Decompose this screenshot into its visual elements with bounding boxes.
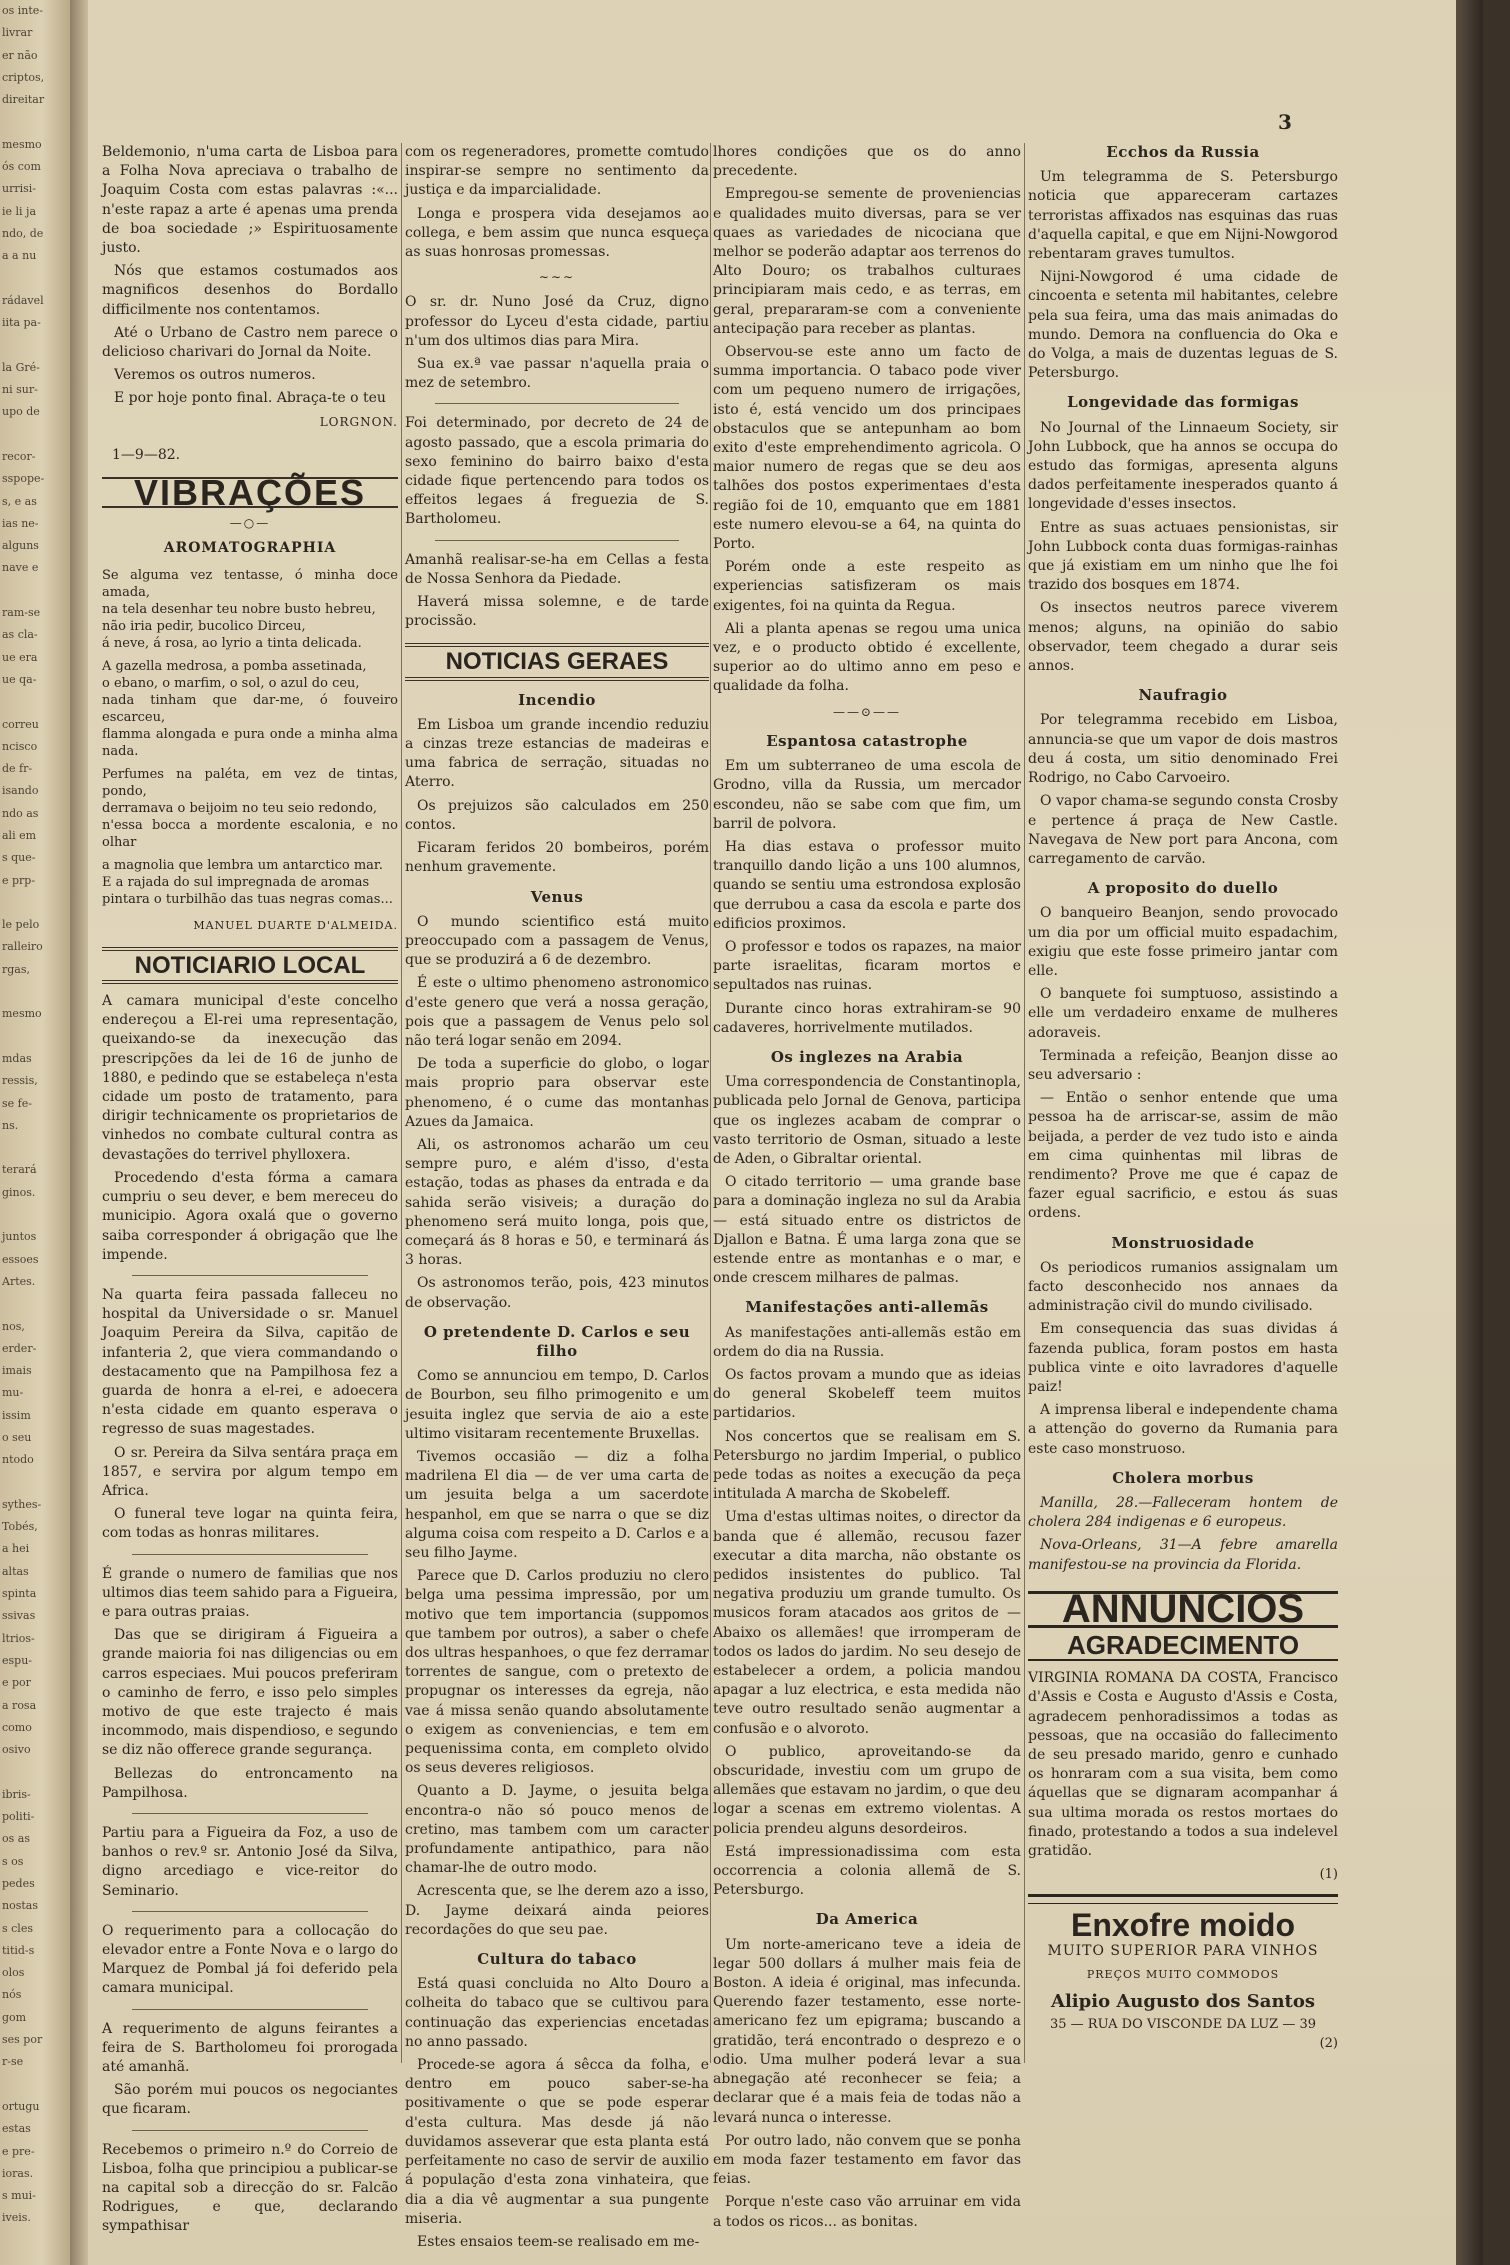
paragraph: O banquete foi sumptuoso, assistindo a elle um verdadeiro enxame de mulheres adoraveis. <box>1028 986 1338 1041</box>
paragraph: Uma correspondencia de Constantinopla, publicada pelo Jornal de Genova, participa que os inglezes acabam de comprar o vasto territorio de Osman, situado a leste de Aden, o Gibraltar oriental. <box>713 1074 1021 1167</box>
spine-text: correu <box>2 717 39 731</box>
spine-text: nós <box>2 1988 22 2002</box>
divider <box>435 403 679 404</box>
paragraph: Nós que estamos costumados aos magnificos desenhos do Bordallo difficilmente nos contentamos. <box>102 263 398 318</box>
paragraph: Os astronomos terão, pois, 423 minutos de observação. <box>405 1275 709 1311</box>
spine-text: ni sur- <box>2 383 38 397</box>
spine-text: nos, <box>2 1319 25 1333</box>
paragraph: Nos concertos que se realisam em S. Petersburgo no jardim Imperial, o publico pede todas as noites a execução da peça intitulada A marcha de Skobeleff. <box>713 1428 1021 1503</box>
paragraph: Nijni-Nowgorod é uma cidade de cincoenta e setenta mil habitantes, celebre pela sua feira, uma das mais animadas do mundo. Demora na confluencia do Oka e do Volga, a mais de duzentas leguas de S. Petersburgo. <box>1028 269 1338 382</box>
paragraph: Sua ex.ª vae passar n'aquella praia o mez de setembro. <box>405 356 709 392</box>
paragraph: Acrescenta que, se lhe derem azo a isso, D. Jayme deixará ainda peiores recordações do que seu pae. <box>405 1883 709 1938</box>
spine-text: ias ne- <box>2 516 39 530</box>
spine-text: nave e <box>2 561 39 575</box>
spine-text: r-se <box>2 2055 24 2069</box>
paragraph: O requerimento para a collocação do elevador entre a Fonte Nova e o largo do Marquez de Pombal já foi deferido pela camara municipal. <box>102 1922 398 1997</box>
paragraph: Observou-se este anno um facto de summa importancia. O tabaco pode viver com um pequeno numero de irrigações, isto é, está vencido um dos principaes obstaculos que se antepunham ao bom exito d'este emprehendimento agricola. O maior numero de regas que se deu aos talhões dos postos experimentaes d'esta região foi de 10, emquanto que em 1881 este numero elevou-se a 64, na quinta do Porto. <box>713 344 1021 553</box>
paragraph: Parece que D. Carlos produziu no clero belga uma pessima impressão, por um motivo que tem importancia (suppomos que tambem por outros), a saber o chefe dos ultras hespanhoes, o que fez derramar torrentes de sangue, com o pretexto de propugnar os interesses da egreja, não vae á missa senão quando absolutamente o exigem as conveniencias, e tem em pequenissima conta, em completo olvido os seus deveres religiosos. <box>405 1568 709 1777</box>
paragraph: Ali, os astronomos acharão um ceu sempre puro, e além d'isso, d'esta estação, todas as phases da entrada e da sahida serão visiveis; a duração do phenomeno será muito longa, pois que, começará ás 8 horas e 50, e terminará ás 3 horas. <box>405 1136 709 1269</box>
poem-line: derramava o beijoim no teu seio redondo, <box>102 800 378 816</box>
spine-text: criptos, <box>2 70 45 84</box>
paragraph: Nova-Orleans, 31—A febre amarella manifestou-se na provincia da Florida. <box>1028 1537 1338 1573</box>
column-divider <box>710 143 711 2063</box>
spine-text <box>0 1472 70 1494</box>
ad-merchant-name: Alipio Augusto dos Santos <box>1051 1991 1315 2013</box>
spine-text: altas <box>2 1564 29 1578</box>
ad-address: 35 — RUA DO VISCONDE DA LUZ — 39 <box>1050 2017 1316 2033</box>
article-title: Os inglezes na Arabia <box>770 1047 964 1066</box>
spine-text <box>0 2074 70 2096</box>
divider <box>435 540 679 541</box>
section-title-noticiario-local: NOTICIARIO LOCAL <box>102 947 398 984</box>
adjacent-page-fragment <box>0 0 70 2265</box>
ad-title-agradecimento: AGRADECIMENTO <box>1028 1636 1338 1661</box>
paragraph: Os prejuizos são calculados em 250 contos. <box>405 797 709 833</box>
spine-text: os inte- <box>2 4 44 17</box>
paragraph: Um norte-americano teve a ideia de legar 500 dollars á mulher mais feia de Boston. A ideia é original, mas infecunda. Querendo fazer testamento, esse norte-americano fez um epigrama; buscando a gratidão, terá encontrado o desprezo e o odio. Uma mulher poderá levar a sua abnegação até reconhecer se feia; a declarar que é a mais feia de todas não a levará nunca o interesse. <box>713 1936 1021 2126</box>
spine-text <box>0 981 70 1003</box>
spine-text: ns. <box>2 1118 19 1132</box>
ad-separator <box>1028 1894 1338 1904</box>
spine-text: as cla- <box>2 628 38 642</box>
paragraph: Os periodicos rumanios assignalam um facto desconhecido nos annaes da administração civil do mundo civilisado. <box>1028 1259 1338 1315</box>
paragraph: Em Lisboa um grande incendio reduziu a cinzas treze estancias de madeiras e uma fabrica de serração, situadas no Aterro. <box>405 716 709 791</box>
spine-text: mesmo <box>2 1007 42 1021</box>
spine-text: mesmo <box>2 137 42 151</box>
paragraph: São porém mui poucos os negociantes que ficaram. <box>102 2082 398 2118</box>
article-title: Monstruosidade <box>1111 1233 1255 1252</box>
page-gutter <box>70 0 88 2265</box>
spine-text: ntodo <box>2 1453 34 1467</box>
spine-text: os as <box>2 1832 30 1846</box>
paragraph: O sr. dr. Nuno José da Cruz, digno professor do Lyceu d'esta cidade, partiu n'um dos ultimos dias para Mira. <box>405 294 709 349</box>
column-4 <box>1028 143 1338 2054</box>
paragraph: As manifestações anti-allemãs estão em ordem do dia na Russia. <box>713 1324 1021 1360</box>
paragraph: É grande o numero de familias que nos ultimos dias teem sahido para a Figueira, e para outras praias. <box>102 1565 398 1620</box>
spine-text: e prp- <box>2 873 36 887</box>
poem-line: na tela desenhar teu nobre busto hebreu, <box>102 601 376 617</box>
paragraph: O banqueiro Beanjon, sendo provocado um dia por um official muito espadachim, exigiu que este fosse primeiro jantar com elle. <box>1028 905 1338 979</box>
spine-text: ndo, de <box>2 226 44 240</box>
paragraph: Por telegramma recebido em Lisboa, annuncia-se que um vapor de dois mastros deu á costa, um sitio denominado Frei Rodrigo, no Cabo Carvoeiro. <box>1028 712 1338 787</box>
poem-author: MANUEL DUARTE D'ALMEIDA. <box>193 918 398 932</box>
paragraph: Ali a planta apenas se regou uma unica vez, e o producto obtido é excellente, superior ao do ultimo anno em peso e qualidade da folha. <box>713 620 1021 695</box>
poem-line: a magnolia que lembra um antarctico mar. <box>102 857 383 873</box>
spine-text: s, e as <box>2 494 37 508</box>
paragraph: Na quarta feira passada falleceu no hospital da Universidade o sr. Manuel Joaquim Pereira da Silva, capitão de infanteria 2, que viera commandando o destacamento que na Pampilhosa fez a guarda de honra a el-rei, e adoecera n'esta cidade em quanto esperava o regresso de suas magestades. <box>102 1286 398 1438</box>
paragraph: No Journal of the Linnaeum Society, sir John Lubbock, que ha annos se occupa do estudo das formigas, apresenta alguns dados perfeitamente inesperados quanto á longevidade d'esses insectos. <box>1028 419 1338 513</box>
paragraph: Ha dias estava o professor muito tranquillo dando lição a uns 100 alumnos, quando se sentiu uma estrondosa explosão que derrubou a casa da escola e parte dos edificios proximos. <box>713 838 1021 932</box>
spine-text: s cles <box>2 1921 33 1935</box>
spine-text: s que- <box>2 851 36 865</box>
paragraph: Os insectos neutros parece viverem menos; alguns, na opinião do sabio observador, teem chegado a durar seis annos. <box>1028 600 1338 675</box>
article-title: Naufragio <box>1138 686 1228 705</box>
spine-text: ue qa- <box>2 672 37 686</box>
page-number: 3 <box>1278 110 1292 134</box>
spine-text: direitar <box>2 93 45 107</box>
article-title: Longevidade das formigas <box>1067 393 1299 412</box>
paragraph: Tivemos occasião — diz a folha madrilena El dia — de ver uma carta de um jesuita belga a um sacerdote hespanhol, em que se narra o que se diz alguma coisa com respeito a D. Carlos e a seu filho Jayme. <box>405 1448 709 1561</box>
spine-text <box>0 1204 70 1226</box>
poem-line: A gazella medrosa, a pomba assetinada, <box>102 658 367 674</box>
ad-subtitle: MUITO SUPERIOR PARA VINHOS <box>1047 1942 1319 1959</box>
spine-text: gom <box>2 2010 27 2024</box>
spine-text: ioras. <box>2 2166 34 2180</box>
poem-line: n'essa bocca a mordente escalonia, e no olhar <box>102 817 398 850</box>
spine-text: upo de <box>2 405 40 419</box>
paragraph: Bellezas do entroncamento na Pampilhosa. <box>102 1765 398 1801</box>
spine-text: estas <box>2 2122 31 2136</box>
article-title: Venus <box>530 887 584 906</box>
paragraph: com os regeneradores, promette comtudo inspirar-se sempre no sentimento da justiça e da imparcialidade. <box>405 144 709 199</box>
paragraph: Estes ensaios teem-se realisado em me- <box>417 2233 700 2250</box>
spine-text <box>0 268 70 290</box>
paragraph: O mundo scientifico está muito preoccupado com a passagem de Venus, que se produzirá a 6 de dezembro. <box>405 913 709 969</box>
paragraph: O vapor chama-se segundo consta Crosby e pertence á praça de New Castle. Navegava de New port para Ancona, com carregamento de carvão. <box>1028 793 1338 867</box>
paragraph: Foi determinado, por decreto de 24 de agosto passado, que a escola primaria do sexo feminino do bairro baixo d'esta cidade fique pertencendo para todos os effeitos legaes á freguezia de S. Bartholomeu. <box>405 415 709 528</box>
spine-text: ram-se <box>2 606 41 620</box>
paragraph: Partiu para a Figueira da Foz, a uso de banhos o rev.º sr. Antonio José da Silva, digno arcediago e vice-reitor do Seminario. <box>102 1824 398 1899</box>
paragraph: Uma d'estas ultimas noites, o director da banda que é allemão, recusou fazer executar a dita marcha, não obstante os pedidos insistentes do publico. Tal negativa produziu um grande tumulto. Os musicos foram atacados aos gritos de — Abaixo os allemães! que irromperam de todos os lados do jardim. No seu desejo de estabelecer a ordem, a policia mandou apagar a luz electrica, e esta medida não teve outro resultado senão augmentar a confusão e o alvoroto. <box>713 1509 1021 1737</box>
divider <box>132 1554 368 1555</box>
paragraph: Empregou-se semente de proveniencias e qualidades muito diversas, para se ver quaes as variedades de nicociana que melhor se poderão adaptar aos terrenos do Alto Douro; os trabalhos culturaes principiaram mais cedo, e as terras, em geral, prepararam-se com a conveniente antecipação para receber as plantas. <box>713 186 1021 337</box>
article-title: Espantosa catastrophe <box>766 731 968 750</box>
article-title: Manifestações anti-allemãs <box>745 1298 989 1317</box>
paragraph: Ficaram feridos 20 bombeiros, porém nenhum gravemente. <box>405 840 709 876</box>
paragraph: Em consequencia das suas dividas á fazenda publica, foram postos em hasta publica vinte e oito lavradores d'aquelle paiz! <box>1028 1321 1338 1395</box>
spine-text: le pelo <box>2 918 40 932</box>
paragraph: O citado territorio — uma grande base para a dominação ingleza no sul da Arabia — está situado entre os districtos de Djallon e Batna. É uma larga zona que se estende entre as montanhas e o mar, e onde crescem milhares de palmas. <box>713 1174 1021 1287</box>
spine-text: ralleiro <box>2 940 43 954</box>
divider <box>132 1275 368 1276</box>
spine-text: erder- <box>2 1341 37 1355</box>
spine-text: iveis. <box>2 2211 31 2225</box>
poem-line: Perfumes na paléta, em vez de tintas, pondo, <box>102 766 398 799</box>
ornament: ∼∼∼ <box>538 270 576 285</box>
spine-text: o seu <box>2 1431 32 1444</box>
spine-text <box>0 334 70 356</box>
spine-text: alguns <box>2 539 39 553</box>
paragraph: O sr. Pereira da Silva sentára praça em 1857, e servira por algum tempo em Africa. <box>102 1444 398 1499</box>
paragraph: Um telegramma de S. Petersburgo noticia que appareceram cartazes terroristas affixados nas esquinas das ruas d'aquella capital, e que em Nijni-Nowgorod rebentaram graves tumultos. <box>1028 169 1338 263</box>
ad-reference: (1) <box>1319 1867 1338 1883</box>
paragraph: Amanhã realisar-se-ha em Cellas a festa de Nossa Senhora da Piedade. <box>405 551 709 587</box>
article-title: Incendio <box>518 690 596 709</box>
spine-text: rgas, <box>2 962 30 976</box>
paragraph: Procedendo d'esta fórma a camara cumpriu o seu dever, e bem mereceu do municipio. Agora oxalá que o governo saiba corresponder á obrigação que lhe impende. <box>102 1169 398 1263</box>
column-1 <box>102 143 398 2241</box>
spine-text: ibris- <box>2 1787 31 1801</box>
spine-text: ue era <box>2 650 38 664</box>
paragraph: Está quasi concluida no Alto Douro a colheita do tabaco que se cultivou para continuação das experiencias encetadas no anno passado. <box>405 1976 709 2050</box>
poem <box>102 567 398 908</box>
paragraph: A imprensa liberal e independente chama a attenção do governo da Rumania para este caso monstruoso. <box>1028 1402 1338 1457</box>
spine-text: mdas <box>2 1051 32 1065</box>
paragraph: De toda a superficie do globo, o logar mais proprio para observar este phenomeno, é o cume das montanhas Azues da Jamaica. <box>405 1056 709 1130</box>
paragraph: Entre as suas actuaes pensionistas, sir John Lubbock conta duas formigas-rainhas que já existiam em um ninho que lhe foi trazido dos bosques em 1874. <box>1028 519 1338 594</box>
spine-text: juntos <box>2 1230 37 1244</box>
paragraph: Beldemonio, n'uma carta de Lisboa para a Folha Nova apreciava o trabalho de Joaquim Costa com estas palavras :«... n'este rapaz a arte é apenas uma prenda de boa sociedade ;» Espirituosamente justo. <box>102 144 398 257</box>
spine-text: Tobés, <box>2 1520 38 1534</box>
divider <box>132 2009 368 2010</box>
spine-text <box>0 1026 70 1048</box>
paragraph: Os factos provam a mundo que as ideias do general Skobeleff teem muitos partidarios. <box>713 1366 1021 1422</box>
spine-text: titid-s <box>2 1943 35 1957</box>
paragraph: O publico, aproveitando-se da obscuridade, investiu com um grupo de allemães que estavam no jardim, o que deu logar a scenas em extremo violentas. A policia prendeu alguns desordeiros. <box>713 1743 1022 1837</box>
spine-text: ncisco <box>2 739 38 753</box>
spine-text: ndo as <box>2 806 39 820</box>
paragraph: A requerimento de alguns feirantes a feira de S. Bartholomeu foi prorogada até amanhã. <box>102 2020 398 2076</box>
spine-text: sspope- <box>2 472 45 486</box>
ad-title-enxofre: Enxofre moido <box>1070 1907 1295 1944</box>
newspaper-page <box>88 0 1483 2265</box>
spine-text: issim <box>2 1408 31 1422</box>
poem-line: á neve, á rosa, ao lyrio a tinta delicada. <box>102 635 362 651</box>
spine-text: ltrios- <box>2 1631 35 1645</box>
poem-line: Se alguma vez tentasse, ó minha doce amada, <box>102 567 398 600</box>
paragraph: Veremos os outros numeros. <box>114 367 316 384</box>
spine-text: osivo <box>2 1743 31 1757</box>
spine-text: ginos. <box>2 1185 36 1199</box>
section-title-noticias-geraes: NOTICIAS GERAES <box>405 643 709 680</box>
column-divider <box>1024 143 1025 2063</box>
spine-text: ortugu <box>2 2099 40 2113</box>
article-title: A proposito do duello <box>1087 879 1279 898</box>
spine-text <box>0 424 70 446</box>
spine-text <box>0 691 70 713</box>
spine-text: pedes <box>2 1876 35 1890</box>
paragraph: A camara municipal d'este concelho endereçou a El-rei uma representação, queixando-se da inexecução das prescripções da lei de 16 de junho de 1880, e pedindo que se estabeleça n'esta cidade um posto de tratamento, para dirigir technicamente os proprietarios de vinhedos no combate cultural contra as devastações do terrivel phylloxera. <box>102 993 398 1163</box>
spine-text <box>0 580 70 602</box>
spine-text: e pre- <box>2 2144 35 2158</box>
spine-text <box>0 892 70 914</box>
spine-text: a hei <box>2 1542 30 1556</box>
spine-text: de fr- <box>2 762 33 776</box>
article-title: O pretendente D. Carlos e seu filho <box>423 1322 691 1360</box>
spine-text: sythes- <box>2 1497 42 1511</box>
spine-text <box>0 1293 70 1315</box>
paragraph: O professor e todos os rapazes, na maior parte israelitas, ficaram mortos e sepultados nas ruinas. <box>713 938 1021 994</box>
signature: LORGNON. <box>319 414 398 429</box>
spine-text: la Gré- <box>2 360 40 374</box>
spine-text <box>0 111 70 133</box>
spine-text: recor- <box>2 449 36 463</box>
spine-text: mu- <box>2 1386 24 1400</box>
paragraph: Porque n'este caso vão arruinar em vida a todos os ricos... as bonitas. <box>713 2194 1021 2230</box>
column-3 <box>713 143 1021 2236</box>
paragraph: Está impressionadissima com esta occorrencia a colonia allemã de S. Petersburgo. <box>713 1843 1021 1899</box>
spine-text: a rosa <box>2 1698 37 1712</box>
paragraph: Longa e prospera vida desejamos ao collega, e bem assim que nunca esqueça as suas honrosas promessas. <box>405 205 709 261</box>
spine-text: ie li ja <box>2 204 37 218</box>
spine-text: imais <box>2 1364 32 1378</box>
spine-text: er não <box>2 48 38 62</box>
spine-text: espu- <box>2 1653 32 1667</box>
ornament: ——⊙—— <box>832 704 902 719</box>
spine-text: ssivas <box>2 1609 36 1623</box>
paragraph: Porém onde a este respeito as experiencias satisfizeram os mais exigentes, foi na quinta da Regua. <box>713 559 1021 614</box>
spine-text: essoes <box>2 1252 39 1266</box>
spine-text: e por <box>2 1676 31 1690</box>
spine-text: ressis, <box>2 1074 38 1088</box>
paragraph: Haverá missa solemne, e de tarde procissão. <box>405 594 709 630</box>
column-divider <box>401 143 402 2063</box>
poem-line: o ebano, o marfim, o sol, o azul do ceu, <box>102 675 360 691</box>
poem-line: nada tinham que dar-me, ó fouveiro escarceu, <box>102 692 398 725</box>
dateline: 1—9—82. <box>112 446 181 463</box>
paragraph: Até o Urbano de Castro nem parece o delicioso charivari do Jornal da Noite. <box>102 324 398 361</box>
poem-line: pintara o turbilhão das tuas negras comas... <box>102 891 393 907</box>
poem-title: AROMATOGRAPHIA <box>163 540 337 557</box>
spine-text: spinta <box>2 1587 37 1601</box>
spine-text: a a nu <box>2 249 37 263</box>
ad-text: VIRGINIA ROMANA DA COSTA, Francisco d'Assis e Costa e Augusto d'Assis e Costa, agradecem penhoradissimos a todas as pessoas, que na occasião do fallecimento de seu presado marido, genro e cunhado os honraram com a sua visita, bem como áquellas que se dignaram acompanhar á sua ultima morada os restos mortaes do finado, protestando a todos a sua indelevel gratidão. <box>1028 1670 1338 1860</box>
article-title: Cultura do tabaco <box>477 1950 637 1969</box>
spine-text: iita pa- <box>2 316 41 330</box>
poem-line: não iria pedir, bucolico Dirceu, <box>102 618 306 634</box>
spine-text: s mui- <box>2 2189 36 2203</box>
article-title: Ecchos da Russia <box>1106 143 1260 161</box>
article-title: Cholera morbus <box>1112 1468 1254 1487</box>
paragraph: Em um subterraneo de uma escola de Grodno, villa da Russia, um mercador escondeu, não se sabe com que fim, um barril de polvora. <box>713 758 1021 832</box>
paragraph: É este o ultimo phenomeno astronomico d'este genero que verá a nossa geração, pois que a passagem de Venus pelo sol não terá logar senão em 2094. <box>405 975 709 1049</box>
article-title: Da America <box>815 1910 919 1929</box>
poem-line: E a rajada do sul impregnada de aromas <box>102 874 370 890</box>
divider <box>132 1911 368 1912</box>
paragraph: Manilla, 28.—Falleceram hontem de cholera 284 indigenas e 6 europeus. <box>1028 1495 1338 1531</box>
spine-text: politi- <box>2 1810 35 1824</box>
spine-text: urrisi- <box>2 182 36 196</box>
column-2 <box>405 143 709 2256</box>
spine-text: Artes. <box>2 1274 36 1288</box>
ad-prices: PREÇOS MUITO COMMODOS <box>1086 1967 1280 1981</box>
spine-text: s os <box>2 1854 24 1868</box>
spine-text: livrar <box>2 26 33 40</box>
divider <box>132 1813 368 1814</box>
paragraph: E por hoje ponto final. Abraça-te o teu <box>114 390 386 407</box>
paragraph: Recebemos o primeiro n.º do Correio de Lisboa, folha que principiou a publicar-se na capital sob a direcção do sr. Falcão Rodrigues, e que, declarando sympathisar <box>102 2141 398 2235</box>
paragraph: Por outro lado, não convem que se ponha em moda fazer testamento em favor das feias. <box>713 2132 1021 2188</box>
spine-text: ses por <box>2 2033 43 2047</box>
section-title-annuncios: ANNUNCIOS <box>1028 1591 1338 1628</box>
spine-text: isando <box>2 784 39 798</box>
paragraph: Quanto a D. Jayme, o jesuita belga encontra-o não só pouco menos de cretino, mas tambem com um caracter profundamente antipathico, para não chamar-lhe de outro modo. <box>405 1783 709 1877</box>
paragraph: — Então o senhor entende que uma pessoa ha de arriscar-se, assim de mão beijada, a perder de vez tudo isto e ainda em cima quinhentas mil libras de rendimento? Prove me que é capaz de fazer egual sacrificio, e estou ás suas ordens. <box>1028 1090 1338 1222</box>
ad-reference: (2) <box>1319 2036 1338 2052</box>
poem-line: flamma alongada e pura onde a minha alma nada. <box>102 726 398 759</box>
paragraph: Como se annunciou em tempo, D. Carlos de Bourbon, seu filho primogenito e um jesuita inglez que servia de aio a este ultimo visitaram recentemente Bruxellas. <box>405 1368 709 1442</box>
section-title-vibracoes: VIBRAÇÕES <box>102 477 398 508</box>
paragraph: lhores condições que os do anno precedente. <box>713 144 1021 180</box>
paragraph: O funeral teve logar na quinta feira, com todas as honras militares. <box>102 1506 398 1542</box>
spine-text: ós com <box>2 160 41 174</box>
spine-text: rádavel <box>2 293 44 307</box>
paragraph: Terminada a refeição, Beanjon disse ao seu adversario : <box>1028 1047 1338 1083</box>
spine-text: nostas <box>2 1899 38 1913</box>
page-edge <box>1456 0 1483 2265</box>
spine-text <box>0 1761 70 1783</box>
spine-text: como <box>2 1720 32 1734</box>
spine-text: se fe- <box>2 1096 32 1110</box>
spine-text: terará <box>2 1163 37 1177</box>
paragraph: Procede-se agora á sêcca da folha, e dentro em pouco saber-se-ha positivamente o que se pode esperar d'esta cultura. Mas desde já não duvidamos asseverar que esta planta está perfeitamente no caso de servir de auxilio á população d'esta zona vinhateira, que dia a dia vê augmentar a sua pungente miseria. <box>405 2057 709 2227</box>
paragraph: Durante cinco horas extrahiram-se 90 cadaveres, horrivelmente mutilados. <box>713 1000 1021 1036</box>
divider <box>132 2130 368 2131</box>
spine-text: olos <box>2 1966 25 1980</box>
paragraph: Das que se dirigiram á Figueira a grande maioria foi nas diligencias ou em carros especiaes. Mui poucos preferiram o caminho de ferro, e isso pelo simples motivo de que este trajecto é mais incommodo, mais dispendioso, e segundo se diz não offerece grande segurança. <box>102 1627 398 1759</box>
spine-text <box>0 1137 70 1159</box>
ornament: —○— <box>229 516 271 531</box>
spine-text: ali em <box>2 828 37 842</box>
